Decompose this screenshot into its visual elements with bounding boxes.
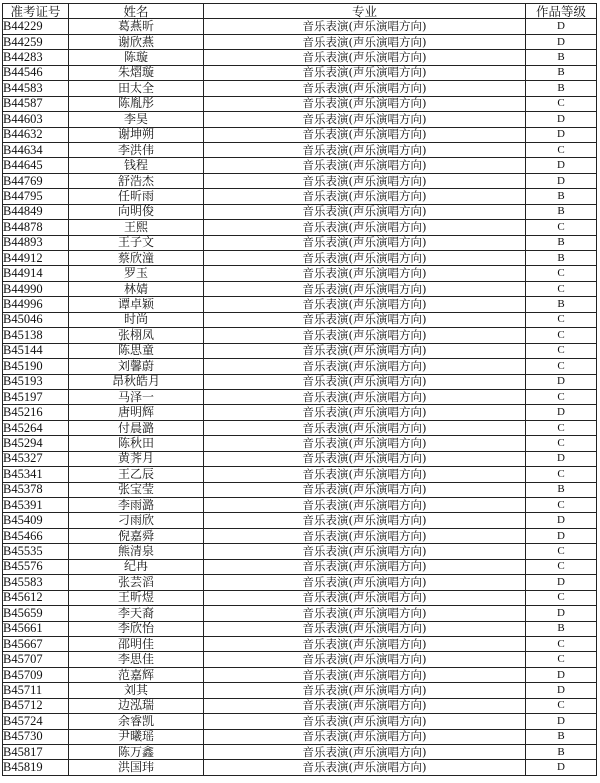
exam-id-cell: B45046 [3, 312, 69, 327]
major-cell: 音乐表演(声乐演唱方向) [204, 714, 526, 729]
grade-cell: C [526, 436, 597, 451]
table-row [3, 729, 597, 744]
grade-cell: D [526, 667, 597, 682]
table-row [3, 667, 597, 682]
table-row [3, 482, 597, 497]
exam-id-cell: B45138 [3, 328, 69, 343]
exam-id-cell: B44795 [3, 189, 69, 204]
table-row [3, 127, 597, 142]
grade-cell: B [526, 297, 597, 312]
exam-id-cell: B45667 [3, 636, 69, 651]
major-cell: 音乐表演(声乐演唱方向) [204, 482, 526, 497]
major-cell: 音乐表演(声乐演唱方向) [204, 189, 526, 204]
grade-cell: C [526, 652, 597, 667]
name-cell: 唐明辉 [69, 405, 204, 420]
major-cell: 音乐表演(声乐演唱方向) [204, 142, 526, 157]
name-cell: 昂秋皓月 [69, 374, 204, 389]
grade-cell: C [526, 343, 597, 358]
name-cell: 马泽一 [69, 389, 204, 404]
grade-cell: D [526, 513, 597, 528]
name-cell: 葛燕昕 [69, 19, 204, 34]
major-cell: 音乐表演(声乐演唱方向) [204, 544, 526, 559]
table-row [3, 575, 597, 590]
name-cell: 王熙 [69, 220, 204, 235]
grade-cell: B [526, 204, 597, 219]
name-cell: 尹曦瑶 [69, 729, 204, 744]
name-cell: 王子文 [69, 235, 204, 250]
name-cell: 刁雨欣 [69, 513, 204, 528]
major-cell: 音乐表演(声乐演唱方向) [204, 158, 526, 173]
grade-cell: B [526, 482, 597, 497]
name-cell: 朱熠璇 [69, 65, 204, 80]
grade-cell: C [526, 590, 597, 605]
table-row [3, 251, 597, 266]
exam-id-cell: B45197 [3, 389, 69, 404]
table-row [3, 436, 597, 451]
name-cell: 陈璇 [69, 50, 204, 65]
exam-id-cell: B45711 [3, 683, 69, 698]
grade-cell: B [526, 81, 597, 96]
table-row [3, 420, 597, 435]
name-cell: 向明俊 [69, 204, 204, 219]
grade-cell: B [526, 729, 597, 744]
exam-id-cell: B45327 [3, 451, 69, 466]
name-cell: 谢欣燕 [69, 34, 204, 49]
grade-cell: D [526, 374, 597, 389]
exam-id-cell: B45819 [3, 760, 69, 775]
table-row [3, 343, 597, 358]
header-name: 姓名 [69, 4, 204, 19]
grade-cell: C [526, 328, 597, 343]
table-row [3, 698, 597, 713]
major-cell: 音乐表演(声乐演唱方向) [204, 204, 526, 219]
grade-cell: D [526, 528, 597, 543]
table-row [3, 528, 597, 543]
grade-cell: C [526, 698, 597, 713]
major-cell: 音乐表演(声乐演唱方向) [204, 698, 526, 713]
major-cell: 音乐表演(声乐演唱方向) [204, 436, 526, 451]
exam-id-cell: B45707 [3, 652, 69, 667]
name-cell: 李思佳 [69, 652, 204, 667]
exam-id-cell: B45190 [3, 359, 69, 374]
major-cell: 音乐表演(声乐演唱方向) [204, 451, 526, 466]
table-row [3, 65, 597, 80]
major-cell: 音乐表演(声乐演唱方向) [204, 297, 526, 312]
grade-cell: B [526, 745, 597, 760]
exam-id-cell: B45409 [3, 513, 69, 528]
exam-id-cell: B45378 [3, 482, 69, 497]
grade-cell: D [526, 158, 597, 173]
table-row [3, 50, 597, 65]
exam-id-cell: B45730 [3, 729, 69, 744]
table-body [3, 19, 597, 775]
table-row [3, 96, 597, 111]
table-row [3, 467, 597, 482]
major-cell: 音乐表演(声乐演唱方向) [204, 405, 526, 420]
table-row [3, 745, 597, 760]
grade-cell: D [526, 714, 597, 729]
name-cell: 蔡欣潼 [69, 251, 204, 266]
table-row [3, 328, 597, 343]
exam-id-cell: B44914 [3, 266, 69, 281]
grade-cell: D [526, 34, 597, 49]
name-cell: 张栩凤 [69, 328, 204, 343]
exam-id-cell: B45535 [3, 544, 69, 559]
grade-cell: C [526, 544, 597, 559]
exam-id-cell: B44878 [3, 220, 69, 235]
table-row [3, 220, 597, 235]
major-cell: 音乐表演(声乐演唱方向) [204, 652, 526, 667]
name-cell: 林婧 [69, 281, 204, 296]
table-row [3, 513, 597, 528]
major-cell: 音乐表演(声乐演唱方向) [204, 359, 526, 374]
major-cell: 音乐表演(声乐演唱方向) [204, 127, 526, 142]
grade-cell: D [526, 575, 597, 590]
exam-id-cell: B45576 [3, 559, 69, 574]
exam-id-cell: B45264 [3, 420, 69, 435]
name-cell: 李昊 [69, 112, 204, 127]
table-row [3, 451, 597, 466]
name-cell: 张宝莹 [69, 482, 204, 497]
grade-cell: D [526, 683, 597, 698]
major-cell: 音乐表演(声乐演唱方向) [204, 220, 526, 235]
name-cell: 李雨潞 [69, 498, 204, 513]
grade-cell: D [526, 451, 597, 466]
grade-cell: C [526, 559, 597, 574]
name-cell: 罗玉 [69, 266, 204, 281]
table-row [3, 204, 597, 219]
exam-id-cell: B45817 [3, 745, 69, 760]
name-cell: 陈万鑫 [69, 745, 204, 760]
table-row [3, 389, 597, 404]
header-exam-id: 准考证号 [3, 4, 69, 19]
grade-cell: C [526, 359, 597, 374]
table-row [3, 606, 597, 621]
exam-id-cell: B44769 [3, 173, 69, 188]
exam-id-cell: B45709 [3, 667, 69, 682]
major-cell: 音乐表演(声乐演唱方向) [204, 50, 526, 65]
exam-id-cell: B44546 [3, 65, 69, 80]
table-row [3, 760, 597, 775]
name-cell: 李欣怡 [69, 621, 204, 636]
table-row [3, 81, 597, 96]
major-cell: 音乐表演(声乐演唱方向) [204, 281, 526, 296]
name-cell: 邵明佳 [69, 636, 204, 651]
major-cell: 音乐表演(声乐演唱方向) [204, 760, 526, 775]
grade-cell: C [526, 636, 597, 651]
exam-id-cell: B45661 [3, 621, 69, 636]
grade-cell: C [526, 312, 597, 327]
name-cell: 王乙辰 [69, 467, 204, 482]
major-cell: 音乐表演(声乐演唱方向) [204, 729, 526, 744]
exam-id-cell: B45612 [3, 590, 69, 605]
major-cell: 音乐表演(声乐演唱方向) [204, 513, 526, 528]
exam-id-cell: B45216 [3, 405, 69, 420]
grade-cell: B [526, 235, 597, 250]
major-cell: 音乐表演(声乐演唱方向) [204, 81, 526, 96]
major-cell: 音乐表演(声乐演唱方向) [204, 528, 526, 543]
name-cell: 田太全 [69, 81, 204, 96]
grade-cell: D [526, 112, 597, 127]
major-cell: 音乐表演(声乐演唱方向) [204, 96, 526, 111]
name-cell: 任昕雨 [69, 189, 204, 204]
grade-cell: C [526, 420, 597, 435]
table-row [3, 359, 597, 374]
major-cell: 音乐表演(声乐演唱方向) [204, 621, 526, 636]
major-cell: 音乐表演(声乐演唱方向) [204, 636, 526, 651]
major-cell: 音乐表演(声乐演唱方向) [204, 683, 526, 698]
header-row [3, 4, 597, 19]
score-table [2, 3, 597, 776]
name-cell: 陈秋田 [69, 436, 204, 451]
table-row [3, 498, 597, 513]
grade-cell: C [526, 142, 597, 157]
grade-cell: D [526, 173, 597, 188]
name-cell: 张芸滔 [69, 575, 204, 590]
grade-cell: C [526, 389, 597, 404]
major-cell: 音乐表演(声乐演唱方向) [204, 235, 526, 250]
grade-cell: B [526, 621, 597, 636]
name-cell: 付晨潞 [69, 420, 204, 435]
table-row [3, 173, 597, 188]
name-cell: 熊清泉 [69, 544, 204, 559]
grade-cell: C [526, 220, 597, 235]
table-row [3, 374, 597, 389]
name-cell: 黄荠月 [69, 451, 204, 466]
major-cell: 音乐表演(声乐演唱方向) [204, 389, 526, 404]
major-cell: 音乐表演(声乐演唱方向) [204, 590, 526, 605]
exam-id-cell: B45659 [3, 606, 69, 621]
exam-id-cell: B45391 [3, 498, 69, 513]
table-row [3, 590, 597, 605]
major-cell: 音乐表演(声乐演唱方向) [204, 498, 526, 513]
name-cell: 刘其 [69, 683, 204, 698]
table-row [3, 636, 597, 651]
name-cell: 纪冉 [69, 559, 204, 574]
exam-id-cell: B44603 [3, 112, 69, 127]
exam-id-cell: B44990 [3, 281, 69, 296]
name-cell: 李洪伟 [69, 142, 204, 157]
grade-cell: D [526, 405, 597, 420]
exam-id-cell: B44849 [3, 204, 69, 219]
exam-id-cell: B44632 [3, 127, 69, 142]
name-cell: 范嘉辉 [69, 667, 204, 682]
name-cell: 时尚 [69, 312, 204, 327]
grade-cell: B [526, 189, 597, 204]
exam-id-cell: B44634 [3, 142, 69, 157]
grade-cell: C [526, 281, 597, 296]
table-row [3, 714, 597, 729]
exam-id-cell: B44259 [3, 34, 69, 49]
major-cell: 音乐表演(声乐演唱方向) [204, 606, 526, 621]
grade-cell: D [526, 19, 597, 34]
name-cell: 余睿凯 [69, 714, 204, 729]
table-row [3, 266, 597, 281]
major-cell: 音乐表演(声乐演唱方向) [204, 34, 526, 49]
name-cell: 谭卓颖 [69, 297, 204, 312]
header-major: 专业 [204, 4, 526, 19]
name-cell: 洪国玮 [69, 760, 204, 775]
table-row [3, 652, 597, 667]
exam-id-cell: B45193 [3, 374, 69, 389]
grade-cell: C [526, 266, 597, 281]
grade-cell: B [526, 65, 597, 80]
grade-cell: C [526, 96, 597, 111]
exam-id-cell: B44229 [3, 19, 69, 34]
major-cell: 音乐表演(声乐演唱方向) [204, 19, 526, 34]
name-cell: 舒浩杰 [69, 173, 204, 188]
exam-id-cell: B44893 [3, 235, 69, 250]
exam-id-cell: B44996 [3, 297, 69, 312]
name-cell: 倪嘉舜 [69, 528, 204, 543]
major-cell: 音乐表演(声乐演唱方向) [204, 173, 526, 188]
exam-id-cell: B45341 [3, 467, 69, 482]
grade-cell: C [526, 467, 597, 482]
major-cell: 音乐表演(声乐演唱方向) [204, 420, 526, 435]
grade-cell: B [526, 50, 597, 65]
exam-id-cell: B45712 [3, 698, 69, 713]
table-row [3, 297, 597, 312]
exam-id-cell: B44912 [3, 251, 69, 266]
grade-cell: D [526, 606, 597, 621]
major-cell: 音乐表演(声乐演唱方向) [204, 575, 526, 590]
grade-cell: D [526, 127, 597, 142]
table-row [3, 281, 597, 296]
exam-id-cell: B44645 [3, 158, 69, 173]
exam-id-cell: B45583 [3, 575, 69, 590]
major-cell: 音乐表演(声乐演唱方向) [204, 374, 526, 389]
major-cell: 音乐表演(声乐演唱方向) [204, 745, 526, 760]
exam-id-cell: B45466 [3, 528, 69, 543]
table-row [3, 235, 597, 250]
exam-id-cell: B44583 [3, 81, 69, 96]
exam-id-cell: B44587 [3, 96, 69, 111]
grade-cell: C [526, 498, 597, 513]
table-row [3, 34, 597, 49]
table-row [3, 683, 597, 698]
table-row [3, 312, 597, 327]
name-cell: 王昕煜 [69, 590, 204, 605]
name-cell: 陈胤彤 [69, 96, 204, 111]
major-cell: 音乐表演(声乐演唱方向) [204, 328, 526, 343]
table-row [3, 621, 597, 636]
table-row [3, 112, 597, 127]
exam-id-cell: B45724 [3, 714, 69, 729]
exam-id-cell: B45294 [3, 436, 69, 451]
name-cell: 陈思童 [69, 343, 204, 358]
grade-cell: B [526, 251, 597, 266]
major-cell: 音乐表演(声乐演唱方向) [204, 65, 526, 80]
name-cell: 谢坤朔 [69, 127, 204, 142]
major-cell: 音乐表演(声乐演唱方向) [204, 667, 526, 682]
name-cell: 钱程 [69, 158, 204, 173]
table-row [3, 158, 597, 173]
table-row [3, 405, 597, 420]
major-cell: 音乐表演(声乐演唱方向) [204, 343, 526, 358]
major-cell: 音乐表演(声乐演唱方向) [204, 266, 526, 281]
major-cell: 音乐表演(声乐演唱方向) [204, 559, 526, 574]
major-cell: 音乐表演(声乐演唱方向) [204, 467, 526, 482]
name-cell: 刘馨蔚 [69, 359, 204, 374]
name-cell: 李天裔 [69, 606, 204, 621]
table-row [3, 19, 597, 34]
table-row [3, 544, 597, 559]
exam-id-cell: B44283 [3, 50, 69, 65]
grade-cell: D [526, 760, 597, 775]
major-cell: 音乐表演(声乐演唱方向) [204, 312, 526, 327]
major-cell: 音乐表演(声乐演唱方向) [204, 251, 526, 266]
exam-id-cell: B45144 [3, 343, 69, 358]
table-row [3, 189, 597, 204]
name-cell: 边泓瑞 [69, 698, 204, 713]
major-cell: 音乐表演(声乐演唱方向) [204, 112, 526, 127]
header-grade: 作品等级 [526, 4, 597, 19]
table-row [3, 142, 597, 157]
table-row [3, 559, 597, 574]
